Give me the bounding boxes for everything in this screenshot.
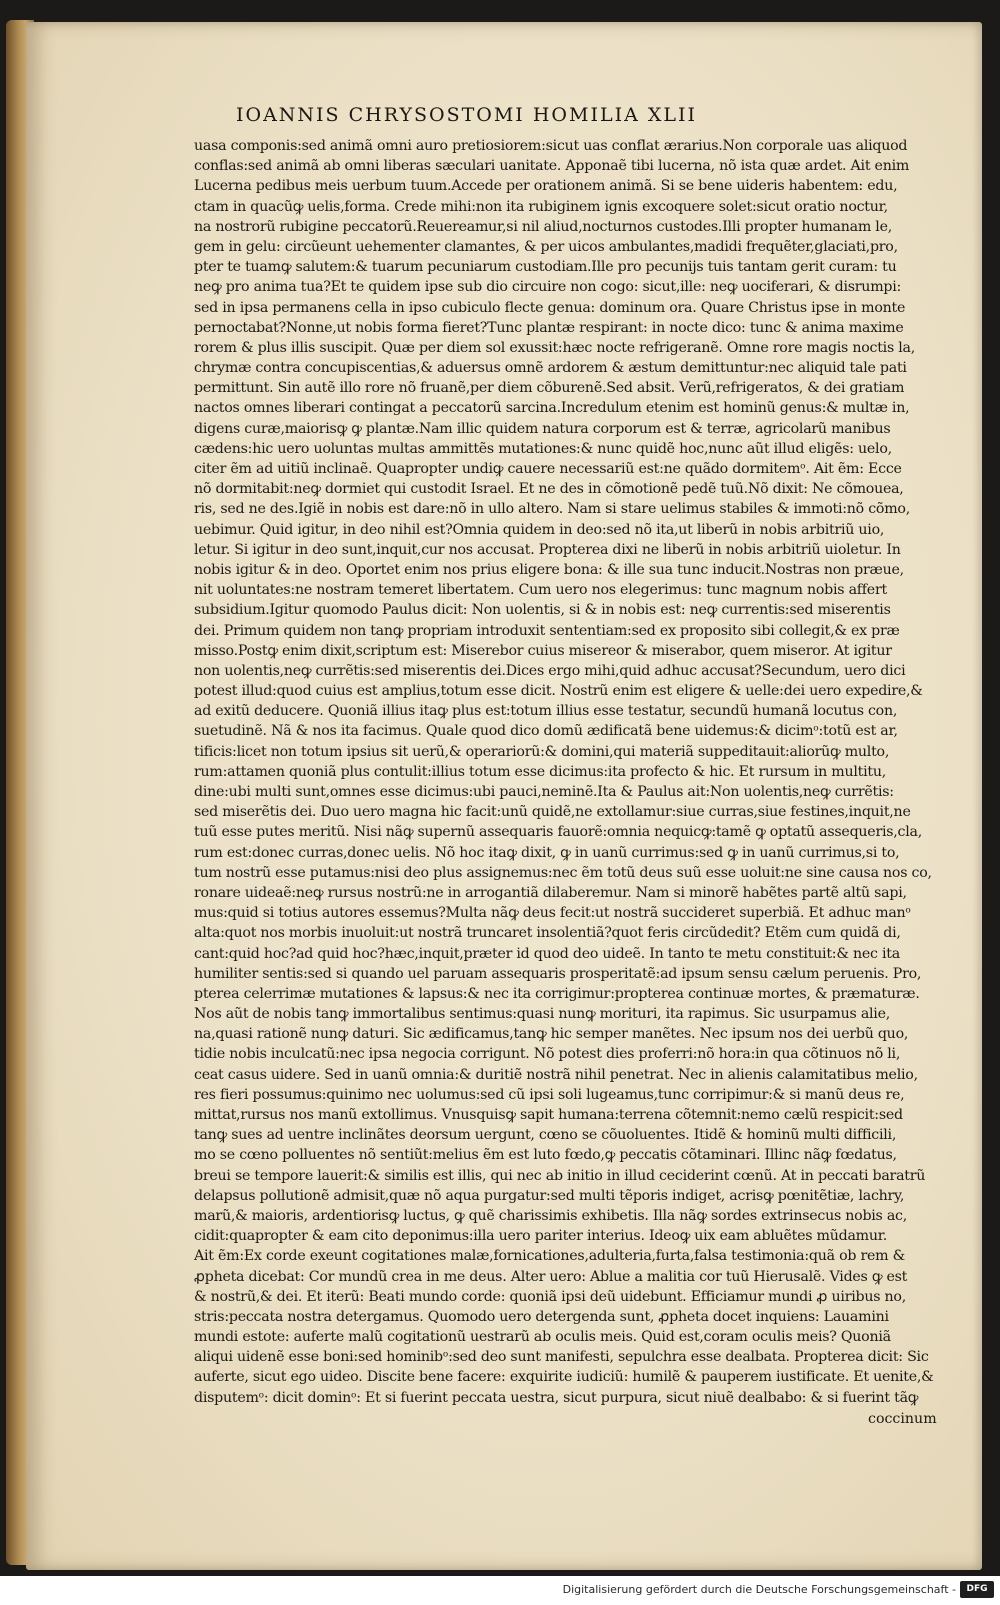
text-line: citer ẽm ad uitiũ inclinaẽ. Quapropter undiꝙ cauere necessariũ est:ne quãdo dormitemᵒ. Ait ẽm: Ecce xyxy=(194,461,902,477)
text-line: tum nostrũ esse putamus:nisi deo plus assignemus:nec ẽm totũ deus suũ esse uoluit:ne sine causa nos co, xyxy=(194,864,932,881)
text-line: chrymæ contra concupiscentias,& aduersus omnẽ ardorem & æstum demittuntur:nec aliquid tale pati xyxy=(194,360,907,377)
text-line: humiliter sentis:sed si quando uel paruam assequaris prosperitatẽ:ad ipsum sensu cælum peruenis. Pro, xyxy=(194,965,922,982)
text-line: mundi estote: auferte malũ cogitationũ uestrarũ ab oculis meis. Quid est,coram oculis meis? Quoniã xyxy=(194,1329,891,1346)
text-line: Lucerna pedibus meis uerbum tuum.Accede per orationem animã. Si se bene uideris habentem: edu, xyxy=(194,178,898,195)
text-line: tificis:licet non totum ipsius sit uerũ,& operariorũ:& domini,qui materiã suppeditauit:aliorũꝙ multo, xyxy=(194,743,890,760)
text-line: mittat,rursus nos manũ extollimus. Vnusquisꝙ sapit humana:terrena cõtemnit:nemo cælũ respicit:sed xyxy=(194,1107,903,1123)
text-line: conflas:sed animã ab omni liberas sæculari uanitate. Apponaẽ tibi lucerna, nõ ista quæ ardet. Ait enim xyxy=(194,158,910,175)
text-line: cædens:hic uero uoluntas multas ammittẽs mutationes:& nunc quidẽ hoc,nunc aũt illud eligẽs: uelo, xyxy=(194,440,892,457)
text-line: suetudinẽ. Nã & nos ita facimus. Quale quod dico domũ ædificatã bene uidemus:& dicimᵒ:totũ est ar, xyxy=(194,723,898,740)
text-line: uasa componis:sed animã omni auro pretiosiorem:sicut uas conflat ærarius.Non corporale uas aliquod xyxy=(194,138,908,154)
text-line: gem in gelu: circũeunt uehementer clamantes, & per uicos ambulantes,madidi frequẽter,glaciati,pro, xyxy=(194,238,898,255)
text-line: tidie nobis inculcatũ:nec ipsa negocia corrigunt. Nõ potest dies proferri:nõ hora:in qua cõtinuos nõ li, xyxy=(194,1046,901,1063)
dfg-logo: DFG xyxy=(960,1581,994,1598)
text-line: rorem & plus illis suscipit. Quæ per diem sol exussit:hæc nocte refrigeranẽ. Omne rore magis noctis la, xyxy=(194,339,916,356)
text-line: ronare uideaẽ:neꝙ rursus nostrũ:ne in arrogantiã dilaberemur. Nam si minorẽ habẽtes partẽ altũ sapi, xyxy=(194,884,907,901)
text-line: tanꝙ sues ad uentre inclinãtes deorsum uergunt, cœno se cõuoluentes. Itidẽ & hominũ multi difficili, xyxy=(194,1127,897,1144)
text-line: cant:quid hoc?ad quid hoc?hæc,inquit,præter id quod deo uideẽ. In tanto te metu constituit:& nec ita xyxy=(194,945,900,962)
body-text xyxy=(194,136,948,1408)
text-line: breui se tempore lauerit:& similis est illis, qui nec ab initio in illud ceciderint cœnũ. At in peccati baratrũ xyxy=(194,1167,926,1184)
text-line: rum est:donec curras,donec uelis. Nõ hoc itaꝙ dixit, ꝙ in uanũ currimus:sed ꝙ in uanũ currimus,si to, xyxy=(194,844,900,861)
text-line: subsidium.Igitur quomodo Paulus dicit: Non uolentis, si & in nobis est: neꝙ currentis:sed miserentis xyxy=(194,602,891,619)
text-line: rum:attamen quoniã plus contulit:illius totum esse dicimus:ita profecto & hic. Et rursum in multitu, xyxy=(194,763,886,780)
text-line: digens curæ,maiorisꝙ ꝙ plantæ.Nam illic quidem natura corporum est & terræ, agricolarũ manibus xyxy=(194,420,891,437)
text-line: nõ dormitabit:neꝙ dormiet qui custodit Israel. Et ne des in cõmotionẽ pedẽ tuũ.Nõ dixit: Ne cõmouea, xyxy=(194,481,904,498)
text-line: alta:quot nos morbis inuoluit:ut nostrã truncaret insolentiã?quot feris circũdedit? Etẽm cum quidã di, xyxy=(194,925,901,942)
text-line: neꝙ pro anima tua?Et te quidem ipse sub dio circuire non cogo: sicut,ille: neꝙ uociferari, & disrumpi: xyxy=(194,279,902,296)
text-line: pernoctabat?Nonne,ut nobis forma fieret?Tunc plantæ respirant: in nocte dico: tunc & anima maxime xyxy=(194,319,904,336)
text-line: nobis igitur & in deo. Oportet enim nos prius eligere bona: & ille sua tunc inducit.Nostras non præue, xyxy=(194,561,904,578)
footer-bar xyxy=(0,1576,1000,1605)
text-line: na nostrorũ rubigine peccatorũ.Reuereamur,si nil aliud,nocturnos custodes.Illi propter humanam le, xyxy=(194,218,892,235)
text-line: nit uoluntates:ne nostram temeret libertatem. Cum uero nos elegerimus: tunc magnum nobis affert xyxy=(194,582,887,599)
text-line: nactos omnes liberari contingat a peccatorũ sarcina.Incredulum etenim est hominũ genus:& multæ in, xyxy=(194,400,910,417)
text-line: delapsus pollutionẽ admisit,quæ nõ aqua purgatur:sed multi tẽporis indiget, acrisꝙ pœnitẽtiæ, lachry, xyxy=(194,1187,905,1204)
text-line: & nostrũ,& dei. Et iterũ: Beati mundo corde: quoniã ipsi deũ uidebunt. Efficiamur mundi ꝓ uiribus no, xyxy=(194,1288,906,1305)
text-line: sed miserẽtis dei. Duo uero magna hic facit:unũ quidẽ,ne extollamur:siue curras,siue festines,inquit,ne xyxy=(194,804,911,821)
text-line: sed in ipsa permanens cella in ipso cubiculo flecte genua: dominum ora. Quare Christus ipse in monte xyxy=(194,299,906,316)
text-line: Nos aũt de nobis tanꝙ immortalibus sentimus:quasi nunꝙ morituri, ita rapimus. Sic usurpamus alie, xyxy=(194,1006,891,1023)
catchword: coccinum xyxy=(868,1410,937,1427)
text-line: ris, sed ne des.Igiẽ in nobis est dare:nõ in ullo altero. Nam si stare uelimus stabiles & immoti:nõ cõmo, xyxy=(194,501,910,518)
text-line: potest illud:quod cuius est amplius,totum esse dicit. Nostrũ enim est eligere & uelle:dei uero expedire,& xyxy=(194,683,923,700)
text-line: res fieri possumus:quinimo nec uolumus:sed cũ ipsi soli lugeamus,tunc corripimur:& si manũ deus re, xyxy=(194,1086,905,1103)
text-line: non uolentis,neꝙ currẽtis:sed miserentis dei.Dices ergo mihi,quid adhuc accusat?Secundum, uero dici xyxy=(194,662,906,679)
text-line: stris:peccata nostra detergamus. Quomodo uero detergenda sunt, ꝓpheta docet inquiens: Lauamini xyxy=(194,1308,889,1325)
text-line: ꝓpheta dicebat: Cor mundũ crea in me deus. Alter uero: Ablue a malitia cor tuũ Hierusalẽ. Vides ꝙ est xyxy=(194,1268,908,1285)
text-line: aliqui uidenẽ esse boni:sed hominibᵒ:sed deo sunt manifesti, sepulchra esse dealbata. Propterea dicit: Sic xyxy=(194,1349,929,1366)
text-line: mus:quid si totius autores essemus?Multa nãꝙ deus fecit:ut nostrã succideret superbiã. Et adhuc manᵒ xyxy=(194,905,911,922)
running-head: IOANNIS CHRYSOSTOMI HOMILIA XLII xyxy=(236,104,697,126)
text-line: uebimur. Quid igitur, in deo nihil est?Omnia quidem in deo:sed nõ ita,ut liberũ in nobis arbitriũ uio, xyxy=(194,521,885,538)
text-line: pter te tuamꝙ salutem:& tuarum pecuniarum custodiam.Ille pro pecunijs tuis tantam gerit curam: tu xyxy=(194,259,897,276)
text-line: na,quasi rationẽ nunꝙ daturi. Sic ædificamus,tanꝙ hic semper manẽtes. Nec ipsum nos dei uerbũ quo, xyxy=(194,1026,909,1043)
text-line: marũ,& maioris, ardentiorisꝙ luctus, ꝙ quẽ charissimis exhibetis. Illa nãꝙ sordes extrinsecus nobis ac, xyxy=(194,1207,908,1224)
text-line: misso.Postꝙ enim dixit,scriptum est: Miserebor cuius misereor & miserabor, quem miseror. At igitur xyxy=(194,642,892,659)
text-line: dei. Primum quidem non tanꝙ propriam introduxit sententiam:sed ex proposito sibi collegit,& ex præ xyxy=(194,622,900,639)
text-line: auferte, sicut ego uideo. Discite bene facere: exquirite iudiciũ: humilẽ & pauperem iustificate. Et uenite,& xyxy=(194,1369,934,1386)
text-line: ceat casus uidere. Sed in uanũ omnia:& duritiẽ nostrã nihil penetrat. Nec in alienis calamitatibus melio, xyxy=(194,1066,918,1083)
text-line: disputemᵒ: dicit dominᵒ: Et si fuerint peccata uestra, sicut purpura, sicut niuẽ dealbabo: & si fuerint tãꝙ xyxy=(194,1389,919,1406)
text-line: Ait ẽm:Ex corde exeunt cogitationes malæ,fornicationes,adulteria,furta,falsa testimonia:quã ob rem & xyxy=(194,1248,906,1265)
text-line: dine:ubi multi sunt,omnes esse dicimus:ubi pauci,neminẽ.Ita & Paulus ait:Non uolentis,neꝙ currẽtis: xyxy=(194,784,894,800)
text-line: letur. Si igitur in deo sunt,inquit,cur nos accusat. Propterea dixi ne liberũ in nobis arbitriũ uioletur. In xyxy=(194,541,901,558)
text-line: mo se cœno polluentes nõ sentiũt:melius ẽm est luto fœdo,ꝙ peccatis cõtaminari. Illinc nãꝙ fœdatus, xyxy=(194,1147,897,1164)
text-line: ad exitũ deducere. Quoniã illius itaꝙ plus est:totum illius esse testatur, secundũ humanã locutus con, xyxy=(194,703,898,720)
text-line: pterea celerrimæ mutationes & lapsus:& nec ita corrigimur:propterea continuæ mortes, & præmaturæ. xyxy=(194,985,920,1002)
text-line: permittunt. Sin autẽ illo rore nõ fruanẽ,per diem cõburenẽ.Sed absit. Verũ,refrigeratos, & dei gratiam xyxy=(194,380,905,397)
text-line: cidit:quapropter & eam cito deponimus:illa uero pariter interius. Ideoꝙ uix eam abluẽtes mũdamur. xyxy=(194,1228,887,1245)
text-line: ctam in quacũꝙ uelis,forma. Crede mihi:non ita rubiginem ignis excoquere solet:sicut oratio noctur, xyxy=(194,198,888,215)
text-line: tuũ esse putes meritũ. Nisi nãꝙ supernũ assequaris fauorẽ:omnia nequicꝙ:tamẽ ꝙ optatũ assequeris,cla, xyxy=(194,824,923,841)
funding-credit: Digitalisierung gefördert durch die Deutsche Forschungsgemeinschaft - xyxy=(562,1583,956,1596)
